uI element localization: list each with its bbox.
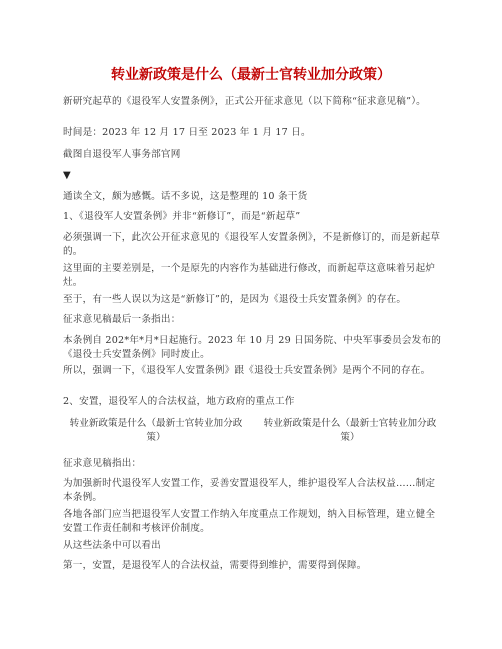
section-heading-2: 2、安置，退役军人的合法权益，地方政府的重点工作 bbox=[63, 396, 295, 407]
paragraph-misconception: 至于，有一些人误以为这是“新修订”的，是因为《退役士兵安置条例》的存在。 bbox=[63, 294, 407, 305]
paragraph-emphasis: 必须强调一下，此次公开征求意见的《退役军人安置条例》，不是新修订的，而是新起草的。 bbox=[63, 232, 441, 257]
section-heading-1: 1、《退役军人安置条例》并非“新修订”，而是“新起草” bbox=[63, 211, 301, 222]
image-caption-right: 转业新政策是什么（最新士官转业加分政策） bbox=[263, 418, 437, 443]
paragraph-difference: 这里面的主要差别是，一个是原先的内容作为基础进行修改，而新起草这意味着另起炉灶。 bbox=[63, 263, 436, 288]
image-caption-row bbox=[63, 417, 443, 445]
down-arrow-icon: ▼ bbox=[63, 170, 71, 181]
paragraph-two-regulations: 所以，强调一下，《退役军人安置条例》跟《退役士兵安置条例》是两个不同的存在。 bbox=[63, 365, 431, 376]
document-title: 转业新政策是什么（最新士官转业加分政策） bbox=[111, 67, 391, 83]
paragraph-observation: 从这些法条中可以看出 bbox=[63, 540, 161, 551]
paragraph-summary: 通读全文，颇为感慨。话不多说，这是整理的 10 条干货 bbox=[63, 191, 308, 202]
paragraph-last-article: 征求意见稿最后一条指出： bbox=[63, 314, 181, 325]
paragraph-responsibility: 各地各部门应当把退役军人安置工作纳入年度重点工作规划，纳入目标管理，建立健全安置工作责任制和考核评价制度。 bbox=[63, 509, 436, 534]
paragraph-effective-date: 本条例自 202*年*月*日起施行。2023 年 10 月 29 日国务院、中央军事委员会发布的《退役士兵安置条例》同时废止。 bbox=[63, 335, 442, 360]
paragraph-screenshot-source: 截图自退役军人事务部官网 bbox=[63, 149, 181, 160]
paragraph-intro: 新研究起草的《退役军人安置条例》，正式公开征求意见（以下简称“征求意见稿”）。 bbox=[63, 96, 426, 107]
paragraph-time: 时间是：2023 年 12 月 17 日至 2023 年 1 月 17 日。 bbox=[63, 127, 311, 138]
paragraph-draft-points: 征求意见稿指出： bbox=[63, 458, 142, 469]
image-caption-left: 转业新政策是什么（最新士官转业加分政策） bbox=[69, 418, 243, 443]
paragraph-first-point: 第一，安置，是退役军人的合法权益，需要得到维护，需要得到保障。 bbox=[63, 560, 367, 571]
paragraph-purpose: 为加强新时代退役军人安置工作，妥善安置退役军人，维护退役军人合法权益……制定本条例。 bbox=[63, 478, 436, 503]
